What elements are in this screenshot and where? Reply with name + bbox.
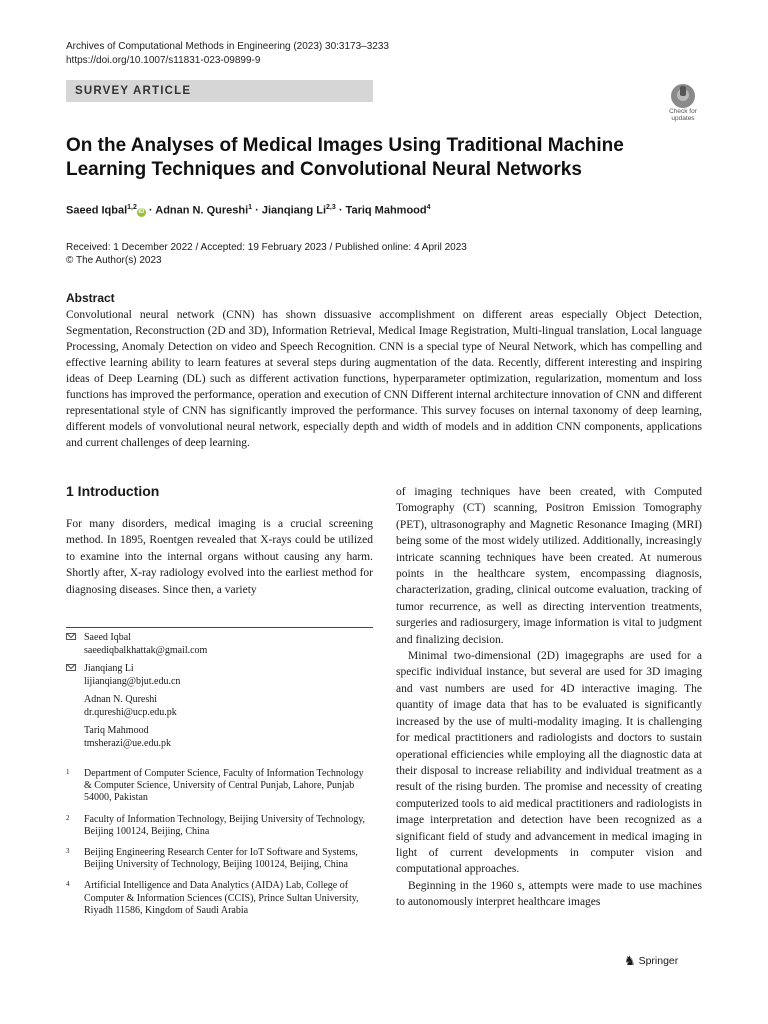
journal-citation: Archives of Computational Methods in Engineering (2023) 30:3173–3233 <box>66 41 389 52</box>
affiliation-list <box>66 768 373 926</box>
affiliation-entry <box>66 768 373 805</box>
author-affiliation-ref: 1 <box>248 204 253 211</box>
doi-link[interactable]: https://doi.org/10.1007/s11831-023-09899-9 <box>66 55 261 66</box>
author-list <box>66 204 431 217</box>
affiliation-entry <box>66 814 373 838</box>
author-separator: · <box>145 204 156 217</box>
contact-email[interactable]: lijianqiang@bjut.edu.cn <box>84 676 181 687</box>
copyright-line: © The Author(s) 2023 <box>66 255 162 266</box>
contact-name: Jianqiang Li <box>84 663 134 674</box>
abstract-body: Convolutional neural network (CNN) has shown dissuasive accomplishment on different areas especially Object Detection, Segmentation, Reconstruction (2D and 3D), Information Retrieval, Medical Image Registration, Multi-lingual translation, Local language Processing, Anomaly Detection on video and Speech Recognition. CNN is a special type of Neural Network, which has compelling and effective learning ability to learn features at several steps during augmentation of the data. Recently, different interesting and inspiring ideas of Deep Learning (DL) such as different activation functions, hyperparameter optimization, regularization, momentum and loss functions has improved the performance, operation and execution of CNN Different internal architecture innovation of CNN and different representational style of CNN has significantly improved the performance. This survey focuses on internal taxonomy of deep learning, different models of vonvolutional neural network, especially depth and width of models and in addition CNN components, applications and current challenges of deep learning. <box>66 309 702 449</box>
contact-email[interactable]: saeediqbalkhattak@gmail.com <box>84 645 208 656</box>
author-affiliation-ref: 2,3 <box>326 204 336 211</box>
contact-entry <box>66 631 373 657</box>
author-affiliation-ref: 4 <box>426 204 431 211</box>
intro-paragraph: of imaging techniques have been created, with Computed Tomography (CT) scanning, Positron Emission Tomography (PET), ultrasonography and Magnetic Resonance Imaging (MRI) being some of the most widely utilized. Additionally, increasingly intricate scanning techniques have been created. At numerous points in the healthcare system, encompassing diagnosis, characterization, grading, clinical outcome evaluation, tracking of tumor recurrence, as well as directing intervention treatments, surgeries and radiosurgery, image information is vital to judgment and finalizing decision. <box>396 486 702 646</box>
intro-paragraph-left: For many disorders, medical imaging is a crucial screening method. In 1895, Roentgen revealed that X-rays could be utilized to examine into the internal organs without causing any harm. Shortly after, X-ray radiology evolved into the earliest method for diagnosing diseases. Since then, a variety <box>66 518 373 596</box>
contact-email[interactable]: tmsherazi@ue.edu.pk <box>84 738 171 749</box>
contact-entry <box>66 724 373 750</box>
affiliation-text: Faculty of Information Technology, Beijing University of Technology, Beijing 100124, Beijing, China <box>84 813 366 837</box>
publisher-logo <box>624 953 678 969</box>
affiliation-number: 2 <box>66 813 70 822</box>
author-separator: · <box>335 204 346 217</box>
affiliation-number: 4 <box>66 880 70 889</box>
history-dates: Received: 1 December 2022 / Accepted: 19 February 2023 / Published online: 4 April 2023 <box>66 242 467 253</box>
orcid-icon[interactable]: iD <box>138 208 145 215</box>
envelope-icon <box>66 664 76 671</box>
author-separator: · <box>252 204 262 217</box>
contact-name: Adnan N. Qureshi <box>84 694 158 705</box>
intro-paragraph: Beginning in the 1960 s, attempts were made to use machines to autonomously interpret healthcare images <box>396 879 702 909</box>
contact-entry <box>66 693 373 719</box>
intro-paragraph: Minimal two-dimensional (2D) imagegraphs are used for a specific individual instance, but several are used for 3D imaging and vast numbers are used for 4D interactive imaging. The quantity of image data that has to be evaluated is significantly increased by the use of multi-modality imaging. It is challenging for medical practitioners and radiologists and doctors to sustain operational efficiencies while employing all the diagnostic data at their disposal to increase reliability and individual treatment as a result of the rising burden. The promise and necessity of creating computerized tools to aid medical practitioners and radiologists in image interpretation and detection have been recognized as a significant field of study and advancement in medical imaging in light of current developments in computer vision and computational approaches. <box>396 650 702 876</box>
author-affiliation-ref: 1,2 <box>127 204 137 211</box>
contact-name: Saeed Iqbal <box>84 632 131 643</box>
paper-title: On the Analyses of Medical Images Using Traditional Machine Learning Techniques and Convolutional Neural Networks <box>66 135 624 180</box>
affiliation-text: Artificial Intelligence and Data Analytics (AIDA) Lab, College of Computer & Information Sciences (CCIS), Prince Sultan University, Riyadh 11586, Kingdom of Saudi Arabia <box>84 880 359 916</box>
contact-entry <box>66 662 373 688</box>
author-name: Saeed Iqbal <box>66 204 128 217</box>
article-type-banner: SURVEY ARTICLE <box>66 80 373 102</box>
affiliation-number: 1 <box>66 768 70 776</box>
abstract-heading: Abstract <box>66 291 115 305</box>
crossmark-label-2: updates <box>671 115 695 122</box>
affiliation-text: Department of Computer Science, Faculty of Information Technology & Computer Science, University of Central Punjab, Lahore, Punjab 54000, Pakistan <box>84 768 364 804</box>
envelope-icon <box>66 633 76 640</box>
crossmark-icon <box>671 84 695 108</box>
publisher-name: Springer <box>638 955 679 967</box>
author-contacts <box>66 631 373 755</box>
affiliation-number: 3 <box>66 847 70 856</box>
author-name: Jianqiang Li <box>261 204 327 217</box>
publication-dates <box>66 241 467 267</box>
right-column <box>396 484 702 911</box>
journal-header <box>66 40 389 68</box>
contact-email[interactable]: dr.qureshi@ucp.edu.pk <box>84 707 177 718</box>
author-name: Adnan N. Qureshi <box>155 204 249 217</box>
footnote-divider <box>66 627 373 628</box>
affiliation-entry <box>66 847 373 871</box>
author-name: Tariq Mahmood <box>345 204 427 217</box>
affiliation-text: Beijing Engineering Research Center for IoT Software and Systems, Beijing University of Technology, Beijing 100124, Beijing, China <box>84 847 358 871</box>
contact-name: Tariq Mahmood <box>84 725 149 736</box>
affiliation-entry <box>66 880 373 917</box>
crossmark-label-1: Check for <box>669 108 697 115</box>
check-for-updates-badge[interactable] <box>664 84 702 124</box>
section-heading-introduction: 1 Introduction <box>66 483 160 499</box>
springer-horse-icon: ♞ <box>624 953 636 968</box>
